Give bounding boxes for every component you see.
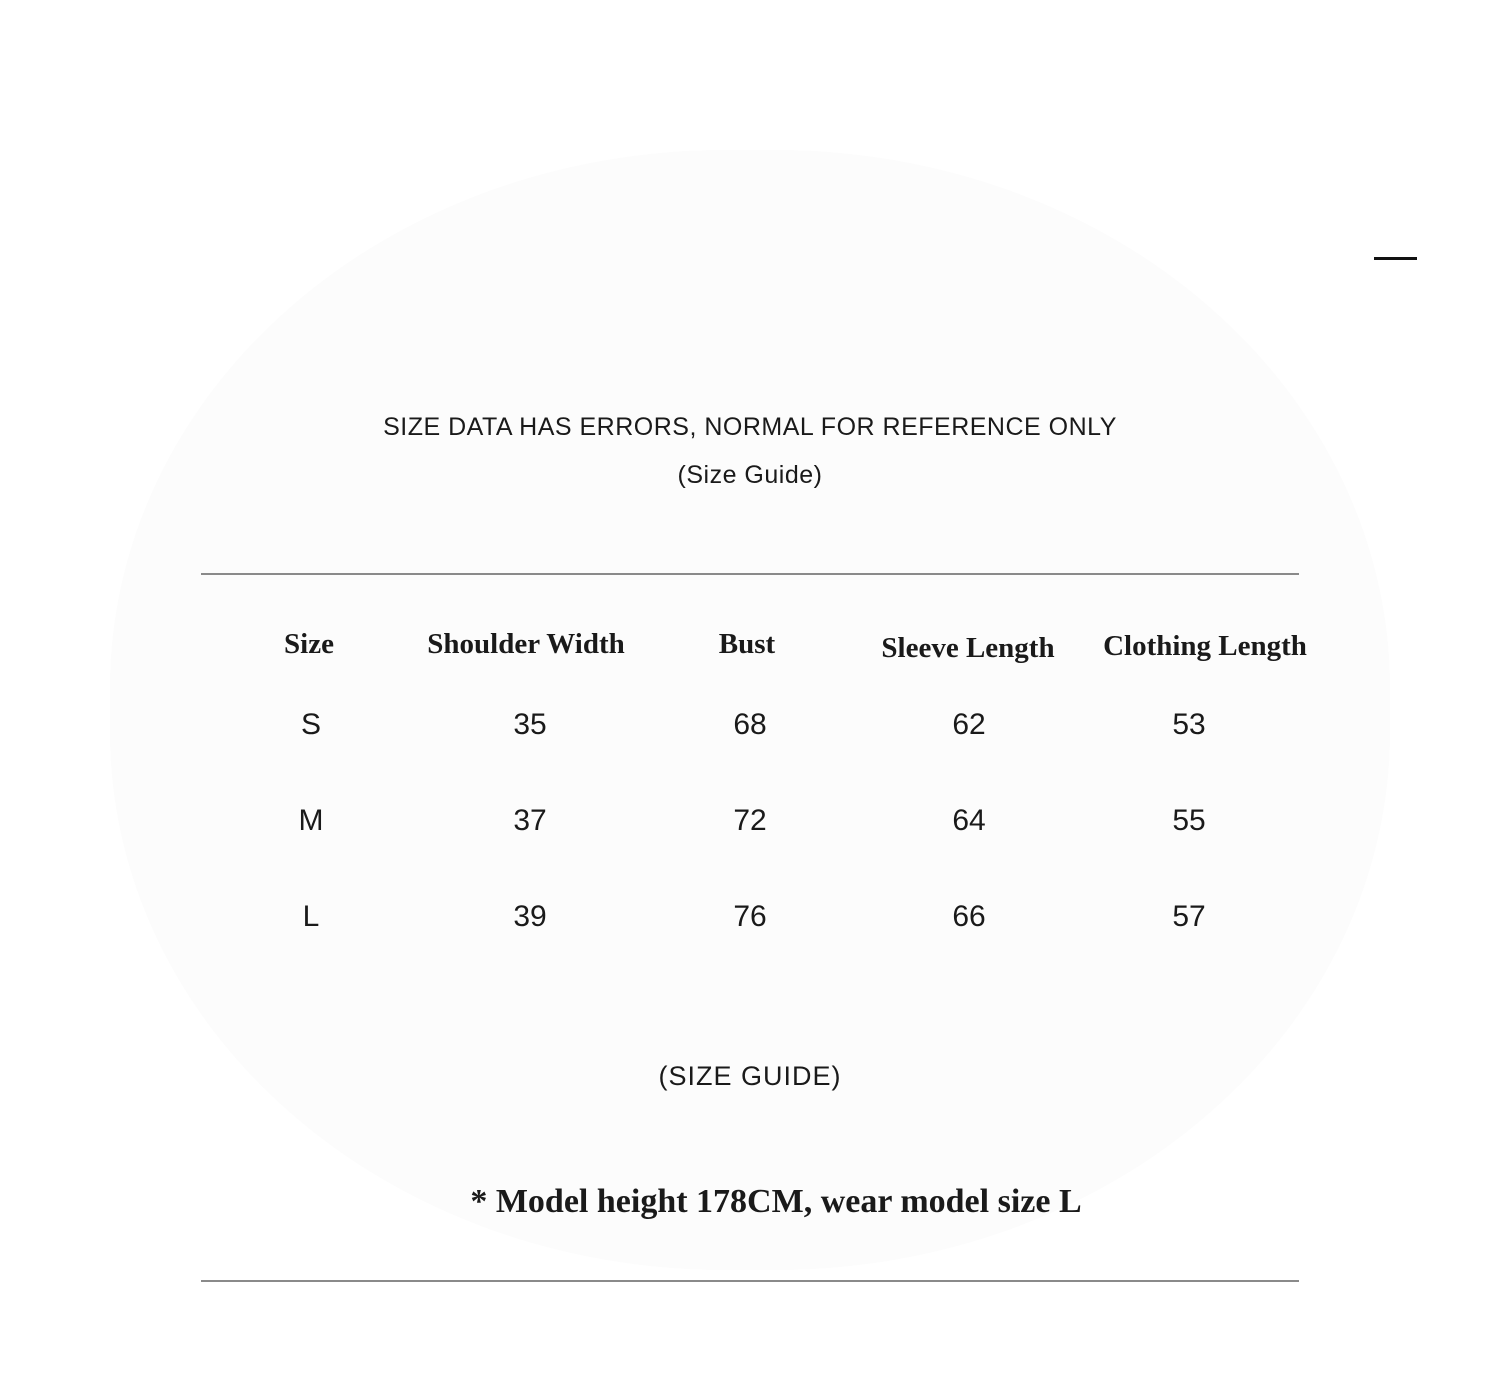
bottom-divider — [201, 1280, 1299, 1282]
cell-clothing-length: 57 — [1172, 900, 1206, 933]
cell-size: M — [298, 804, 324, 837]
dash-mark — [1374, 257, 1417, 260]
header-bust: Bust — [718, 628, 776, 660]
cell-shoulder-width: 39 — [513, 900, 547, 933]
header-shoulder-width: Shoulder Width — [427, 628, 625, 660]
cell-sleeve-length: 62 — [952, 708, 986, 741]
cell-shoulder-width: 35 — [513, 708, 547, 741]
size-guide-subtitle: (Size Guide) — [677, 461, 823, 489]
cell-shoulder-width: 37 — [513, 804, 547, 837]
cell-clothing-length: 55 — [1172, 804, 1206, 837]
cell-sleeve-length: 66 — [952, 900, 986, 933]
reference-notice: SIZE DATA HAS ERRORS, NORMAL FOR REFERENCE ONLY — [383, 413, 1117, 441]
header-size: Size — [284, 628, 334, 660]
cell-bust: 76 — [733, 900, 767, 933]
cell-size: S — [300, 708, 322, 741]
cell-size: L — [302, 900, 320, 933]
cell-bust: 68 — [733, 708, 767, 741]
size-guide-label: (SIZE GUIDE) — [658, 1061, 842, 1091]
top-divider — [201, 573, 1299, 575]
header-sleeve-length: Sleeve Length — [881, 632, 1055, 664]
cell-bust: 72 — [733, 804, 767, 837]
header-clothing-length: Clothing Length — [1103, 630, 1307, 662]
model-note: * Model height 178CM, wear model size L — [470, 1183, 1082, 1220]
cell-sleeve-length: 64 — [952, 804, 986, 837]
cell-clothing-length: 53 — [1172, 708, 1206, 741]
